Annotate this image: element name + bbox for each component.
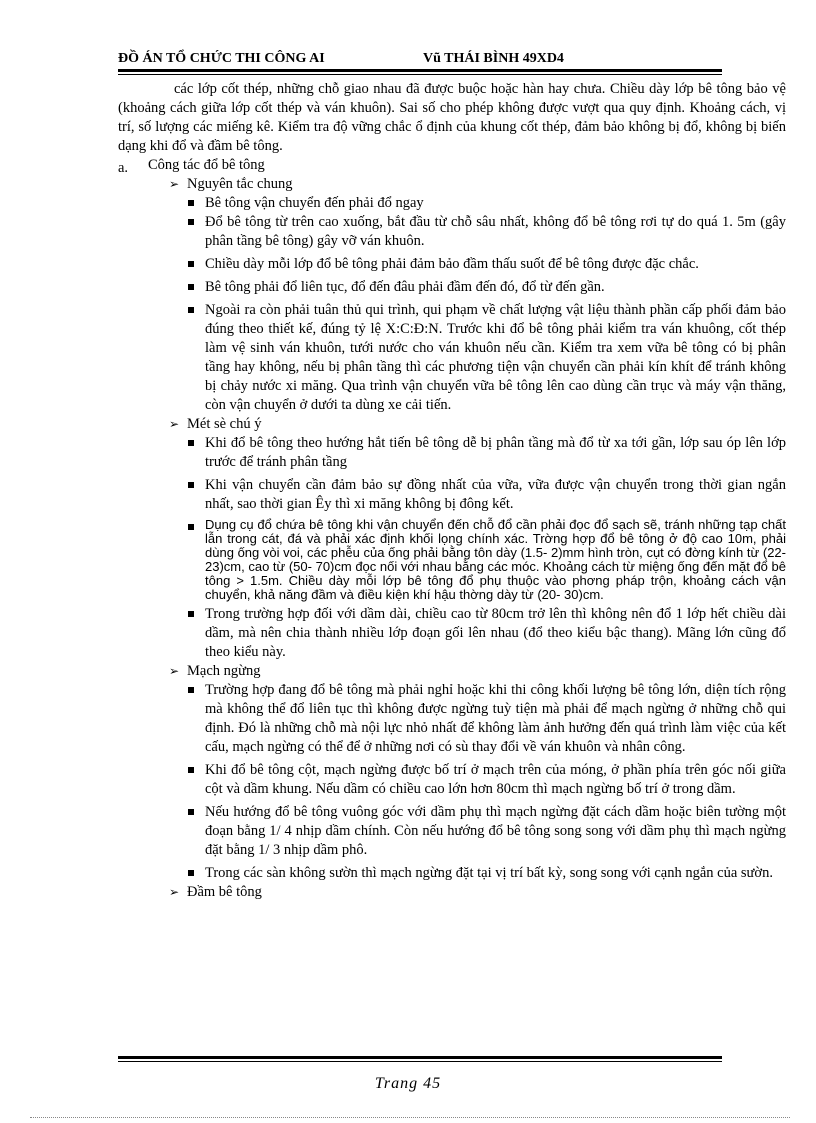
- list-item: [118, 518, 786, 601]
- square-bullet-icon: [188, 524, 194, 530]
- list-item: [118, 864, 786, 883]
- square-bullet-icon: [188, 809, 194, 815]
- list-item: [118, 761, 786, 799]
- bullet-list: [118, 194, 786, 415]
- list-item: [118, 605, 786, 662]
- list-item-text: Chiều dày mỗi lớp đổ bê tông phải đảm bảo đầm thấu suốt để bê tông được đặc chắc.: [205, 256, 699, 272]
- list-item: [118, 434, 786, 472]
- arrow-bullet-icon: ➢: [169, 177, 180, 191]
- arrow-bullet-icon: ➢: [169, 664, 180, 679]
- footer-rule-thin: [118, 1061, 722, 1062]
- section-marker: a.: [118, 160, 129, 176]
- square-bullet-icon: [188, 284, 194, 290]
- square-bullet-icon: [188, 200, 194, 206]
- subheading-label: Nguyên tắc chung: [187, 176, 293, 192]
- header-rule-thick: [118, 69, 722, 72]
- list-item-text: Trong trường hợp đối với dầm dài, chiều cao từ 80cm trở lên thì không nên đổ 1 lớp hết chiều dài dầm, mà nên chia thành nhiều lớp đoạn gối lên nhau (đổ theo kiểu bậc thang). Mãng lớn cũng đổ theo kiểu này.: [205, 606, 786, 661]
- square-bullet-icon: [188, 767, 194, 773]
- subheading-label: Mét sè chú ý: [187, 416, 262, 432]
- bullet-list: [118, 434, 786, 662]
- list-item: [118, 194, 786, 213]
- square-bullet-icon: [188, 261, 194, 267]
- section-title: Công tác đổ bê tông: [148, 157, 265, 173]
- page-number: Trang 45: [374, 1075, 442, 1092]
- subheading: [118, 662, 786, 681]
- header-rule-thin: [118, 74, 722, 75]
- subheading: [118, 175, 786, 194]
- subheading-label: Đầm bê tông: [187, 884, 262, 901]
- subheading: [118, 415, 786, 434]
- section-heading: [118, 156, 786, 175]
- document-body: [118, 80, 786, 902]
- arrow-bullet-icon: ➢: [169, 417, 180, 431]
- page-break-dotted-line: [30, 1117, 790, 1118]
- subheading-label: Mạch ngừng: [187, 663, 261, 680]
- list-item-text: Đổ bê tông từ trên cao xuống, bắt đầu từ chỗ sâu nhất, không đổ bê tông rơi tự do quá 1. 5m (gây phân tầng bê tông) gây vỡ ván khuôn.: [205, 214, 786, 249]
- list-item-text: Ngoài ra còn phải tuân thủ qui trình, qui phạm về chất lượng vật liệu thành phần cấp phối đảm bảo đúng theo thiết kế, đúng tỷ lệ X:C:Đ:N. Trước khi đổ bê tông phải kiểm tra ván khuông, cốt thép làm vệ sinh ván khuôn, tưới nước cho ván khuôn nếu cần. Kiểm tra xem vữa bê tông có bị phân tầng hay không, nếu bị phân tầng thì các phương tiện vận chuyển cần phải kín khít để tránh không bị chảy nước xi măng. Qua trình vận chuyển vữa bê tông lên cao dùng cần trục và máy vận thăng, còn vận chuyển ở dưới ta dùng xe cải tiến.: [205, 302, 786, 413]
- square-bullet-icon: [188, 870, 194, 876]
- subheading: [118, 883, 786, 902]
- square-bullet-icon: [188, 482, 194, 488]
- intro-paragraph: các lớp cốt thép, những chỗ giao nhau đã được buộc hoặc hàn hay chưa. Chiều dày lớp bê tông bảo vệ (khoảng cách giữa lớp cốt thép và ván khuôn). Sai số cho phép không được vượt qua quy định. Khoảng cách, vị trí, số lượng các miếng kê. Kiểm tra độ vững chắc ổ định của khung cốt thép, đảm bảo không bị đổ, không bị biến dạng khi đổ và đầm bê tông.: [118, 81, 786, 154]
- list-item-text: Bê tông phải đổ liên tục, đổ đến đâu phải đầm đến đó, đổ từ đến gần.: [205, 279, 605, 295]
- list-item-text: Nếu hướng đổ bê tông vuông góc với dầm phụ thì mạch ngừng đặt cách dầm hoặc biên tường một đoạn bằng 1/ 4 nhịp dầm chính. Còn nếu hướng đổ bê tông song song với dầm phụ thì mạch ngừng đặt bằng 1/ 3 nhịp dầm phô.: [205, 804, 786, 859]
- arrow-bullet-icon: ➢: [169, 885, 180, 900]
- square-bullet-icon: [188, 219, 194, 225]
- square-bullet-icon: [188, 687, 194, 693]
- square-bullet-icon: [188, 307, 194, 313]
- square-bullet-icon: [188, 440, 194, 446]
- list-item: [118, 278, 786, 297]
- header-project-title: ĐỒ ÁN TỔ CHỨC THI CÔNG AI: [118, 51, 325, 66]
- list-item-text: Khi đổ bê tông cột, mạch ngừng được bố trí ở mạch trên của móng, ở phần phía trên góc nối giữa cột và dầm khung. Nếu dầm có chiều cao lớn hơn 80cm thì mạch ngừng bố trí ở trong dầm.: [205, 762, 786, 798]
- square-bullet-icon: [188, 611, 194, 617]
- list-item-text: Khi đổ bê tông theo hướng hắt tiến bê tông dễ bị phân tầng mà đổ từ xa tới gần, lớp sau óp lên lớp trước để tránh phân tầng: [205, 435, 786, 470]
- list-item-text: Trong các sàn không sườn thì mạch ngừng đặt tại vị trí bất kỳ, song song với cạnh ngắn của sườn.: [205, 865, 773, 882]
- list-item: [118, 213, 786, 251]
- list-item: [118, 476, 786, 514]
- list-item-text: Trường hợp đang đổ bê tông mà phải nghỉ hoặc khi thi công khối lượng bê tông lớn, diện tích rộng mà không thể đổ liên tục thì không được ngừng tuỳ tiện mà phải để mạch ngừng ở những chỗ qui định. Đó là những chỗ mà nội lực nhỏ nhất để không làm ảnh hưởng đến quá trình làm việc của kết cấu, mạch ngừng có thể để ở những nơi có sù thay đổi về ván khuôn và nhân công.: [205, 682, 786, 756]
- list-item-text: Khi vận chuyển cần đảm bảo sự đồng nhất của vữa, vữa được vận chuyển trong thời gian ngắn nhất, sao thời gian Êy thì xi măng không bị đông kết.: [205, 477, 786, 512]
- list-item-text: Dụng cụ đổ chứa bê tông khi vận chuyển đến chỗ đổ cần phải đọc đổ sạch sẽ, tránh những tạp chất lẫn trong cát, đá và phải xác định khối lọng chính xác. Trờng hợp đổ bê tông ở độ cao 10m, phải dùng ống vòi voi, các phễu của ống phải bằng tôn dày (1.5- 2)mm hình tròn, cụt có đờng kính từ (22- 23)cm, cao từ (50- 70)cm đọc nối với nhau bằng các móc. Khoảng cách từ miệng ống đến mặt đổ bê tông > 1.5m. Chiều dày mỗi lớp bê tông đổ phụ thuộc vào phơng pháp trộn, khoảng cách vận chuyển, khả năng đầm và điều kiện khí hậu thờng dày từ (20- 30)cm.: [205, 517, 786, 602]
- header-author: Vũ THÁI BÌNH 49XD4: [423, 51, 564, 66]
- bullet-list: [118, 681, 786, 883]
- list-item: [118, 681, 786, 757]
- list-item: [118, 803, 786, 860]
- list-item: [118, 255, 786, 274]
- list-item: [118, 301, 786, 415]
- list-item-text: Bê tông vận chuyển đến phải đổ ngay: [205, 195, 424, 211]
- footer-rule-thick: [118, 1056, 722, 1059]
